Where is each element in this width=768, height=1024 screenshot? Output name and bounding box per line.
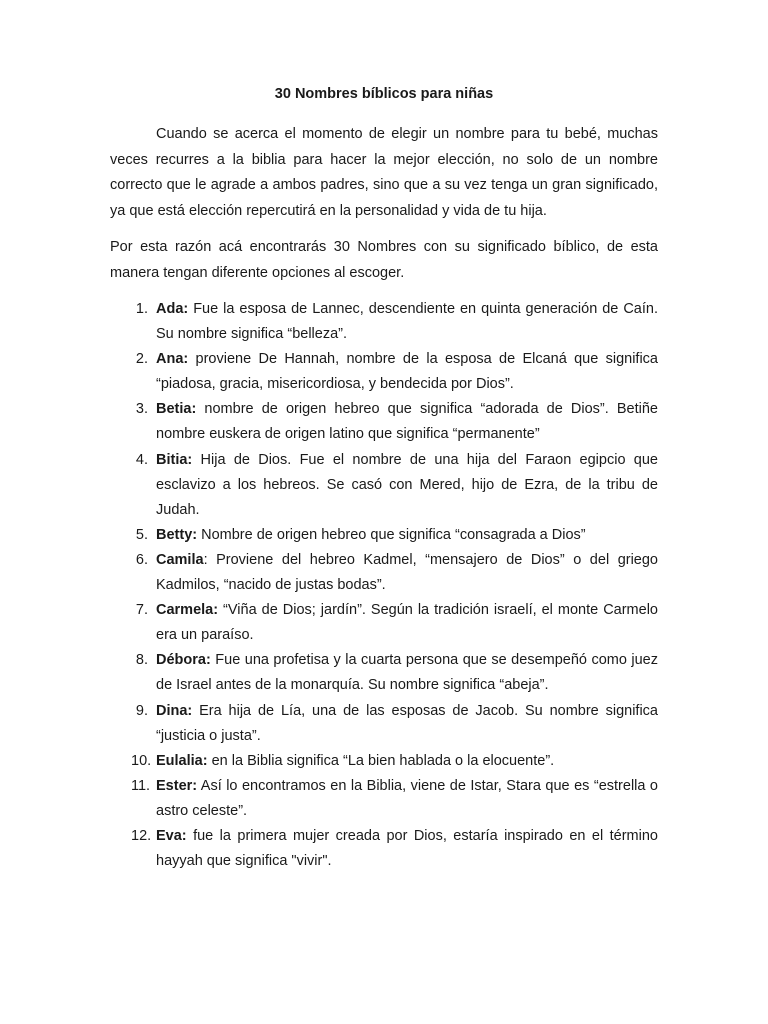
list-item-name: Camila: [156, 551, 204, 568]
list-item: [110, 824, 658, 874]
list-item-name: Ester:: [156, 777, 198, 794]
intro-paragraph: Cuando se acerca el momento de elegir un nombre para tu bebé, muchas veces recurres a la biblia para hacer la mejor elección, no solo de un nombre correcto que le agrade a ambos padres, sino que a su vez tenga un gran significado, ya que está elección repercutirá en la personalidad y vida de tu hija.: [110, 126, 658, 219]
list-item-text: Hija de Dios. Fue el nombre de una hija del Faraon egipcio que esclavizo a los hebreos. Se casó con Mered, hijo de Ezra, de la tribu de Judah.: [156, 451, 658, 518]
list-item-name: Bitia:: [156, 451, 193, 468]
list-item-name: Ada:: [156, 301, 189, 317]
list-item-number: 10.: [131, 752, 152, 769]
list-item-text: nombre de origen hebreo que significa “adorada de Dios”. Betiñe nombre euskera de origen latino que significa “permanente”: [156, 401, 658, 443]
list-item-text: Fue la esposa de Lannec, descendiente en quinta generación de Caín. Su nombre significa “belleza”.: [156, 301, 658, 343]
list-item-text: : Proviene del hebreo Kadmel, “mensajero de Dios” o del griego Kadmilos, “nacido de justas bodas”.: [156, 551, 658, 594]
list-item-text: Era hija de Lía, una de las esposas de Jacob. Su nombre significa “justicia o justa”.: [156, 702, 658, 744]
list-item-name: Dina:: [156, 702, 193, 719]
list-item: [110, 347, 658, 397]
list-item-number: 4.: [135, 451, 148, 468]
list-item-number: 8.: [135, 652, 148, 669]
list-item: [110, 448, 658, 523]
list-item-text: Así lo encontramos en la Biblia, viene de Istar, Stara que es “estrella o astro celeste”.: [156, 777, 658, 819]
list-item-text: Fue una profetisa y la cuarta persona que se desempeñó como juez de Israel antes de la monarquía. Su nombre significa “abeja”.: [156, 652, 658, 694]
list-item-number: 1.: [135, 301, 148, 317]
list-item-text: fue la primera mujer creada por Dios, estaría inspirado en el término hayyah que significa "vivir".: [156, 827, 658, 870]
document-title: 30 Nombres bíblicos para niñas: [274, 86, 494, 102]
list-item: [110, 749, 658, 774]
list-item: [110, 397, 658, 447]
list-item-text: en la Biblia significa “La bien hablada o la elocuente”.: [207, 752, 555, 769]
list-item: [110, 297, 658, 347]
list-item-text: proviene De Hannah, nombre de la esposa de Elcaná que significa “piadosa, gracia, misericordiosa, y bendecida por Dios”.: [156, 351, 658, 393]
second-paragraph: Por esta razón acá encontrarás 30 Nombres con su significado bíblico, de esta manera tengan diferente opciones al escoger.: [110, 239, 658, 281]
list-item-number: 3.: [135, 401, 148, 418]
names-list: [110, 297, 658, 874]
list-item-number: 11.: [131, 777, 151, 794]
list-item: [110, 523, 658, 548]
list-item-number: 5.: [135, 526, 148, 543]
list-item-name: Débora:: [156, 652, 211, 669]
list-item: [110, 699, 658, 749]
list-item-number: 2.: [135, 351, 148, 368]
list-item: [110, 648, 658, 698]
list-item-number: 9.: [135, 702, 148, 719]
document-body: [110, 84, 658, 874]
list-item-name: Ana:: [156, 351, 189, 368]
list-item-name: Eulalia:: [156, 752, 208, 769]
list-item: [110, 774, 658, 824]
list-item-number: 6.: [135, 551, 148, 568]
list-item-number: 12.: [131, 827, 152, 844]
list-item-name: Betty:: [156, 526, 198, 543]
list-item: [110, 548, 658, 598]
list-item-text: Nombre de origen hebreo que significa “consagrada a Dios”: [197, 526, 586, 543]
list-item-number: 7.: [135, 602, 148, 619]
list-item-name: Betia:: [156, 401, 197, 418]
list-item-name: Eva:: [156, 827, 187, 844]
list-item-name: Carmela:: [156, 602, 219, 619]
list-item: [110, 598, 658, 648]
list-item-text: “Viña de Dios; jardín”. Según la tradición israelí, el monte Carmelo era un paraíso.: [156, 602, 658, 644]
